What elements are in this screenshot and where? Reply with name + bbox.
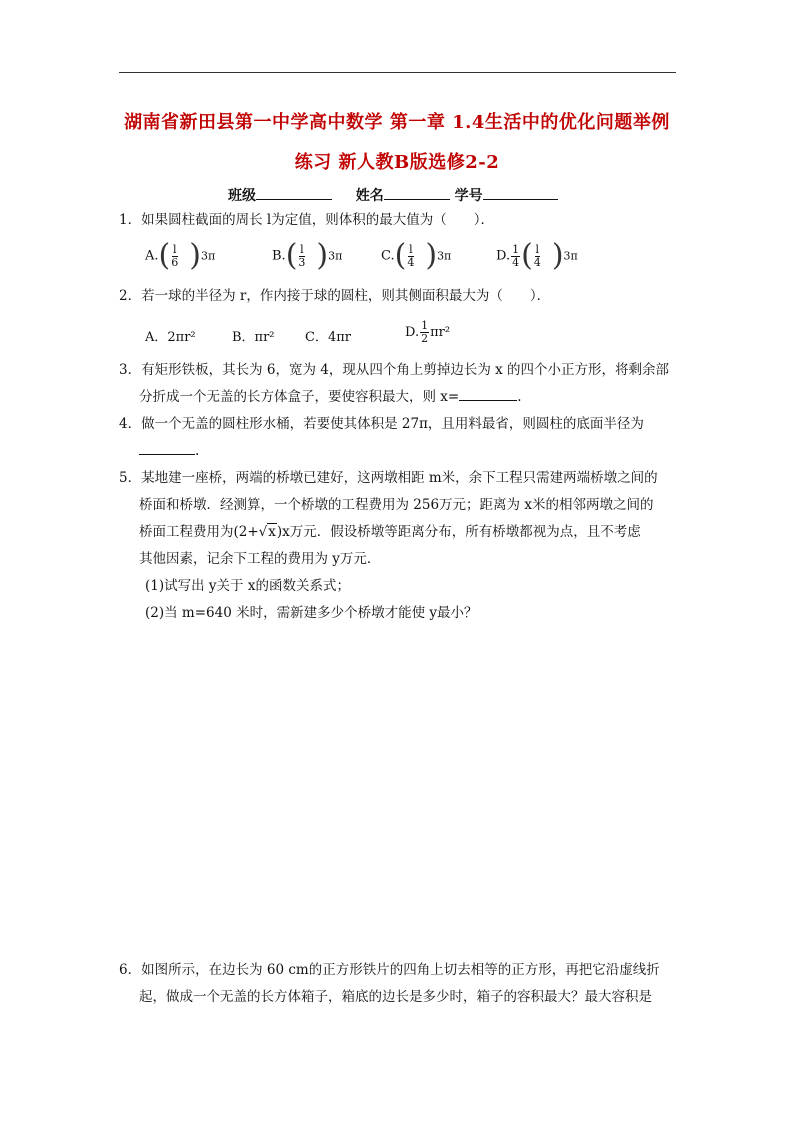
- question-6: [119, 957, 679, 1011]
- q2-option-c: C．4πr: [305, 330, 351, 345]
- question-3: [119, 357, 679, 411]
- q5-sub1: (1)试写出 y关于 x的函数关系式；: [145, 578, 350, 594]
- page-title-line2: 练习 新人教B版选修2-2: [294, 152, 500, 173]
- q1-option-a: A.( $\frac{l}{6}$ )3π: [145, 238, 216, 273]
- q1-text: 1．如果圆柱截面的周长 l为定值，则体积的最大值为（ ）．: [119, 212, 494, 228]
- q2-text: 2．若一球的半径为 r，作内接于球的圆柱，则其侧面积最大为（ ）．: [119, 288, 551, 304]
- id-label: 学号: [454, 188, 483, 204]
- q3-line1: 3．有矩形铁板，其长为 6，宽为 4，现从四个角上剪掉边长为 x 的四个小正方形，将剩余部: [119, 362, 670, 378]
- q5-line2: 桥面和桥墩．经测算，一个桥墩的工程费用为 256万元；距离为 x米的相邻两墩之间的: [139, 497, 654, 513]
- q4-line2: .: [119, 438, 679, 465]
- class-blank[interactable]: [256, 187, 332, 200]
- q6-line2: 起，做成一个无盖的长方体箱子，箱底的边长是多少时，箱子的容积最大？最大容积是: [139, 989, 652, 1005]
- q5-line1: 5．某地建一座桥，两端的桥墩已建好，这两墩相距 m米，余下工程只需建两端桥墩之间的: [119, 470, 658, 486]
- q6-line1: 6．如图所示，在边长为 60 cm的正方形铁片的四角上切去相等的正方形，再把它沿虚线折: [119, 962, 660, 978]
- q1-option-c: C.( $\frac{l}{4}$ )3π: [381, 238, 452, 273]
- q3-line2: 分折成一个无盖的长方体盒子，要使容积最大，则 x= .: [139, 389, 522, 405]
- question-5: [119, 465, 679, 627]
- student-info-row: [228, 185, 558, 205]
- q3-answer-blank[interactable]: [459, 388, 517, 401]
- id-blank[interactable]: [483, 187, 558, 200]
- q5-sub2: (2)当 m=640 米时，需新建多少个桥墩才能使 y最小？: [145, 605, 478, 621]
- question-1: [119, 207, 679, 234]
- question-2: [119, 283, 679, 310]
- q1-option-b: B.( $\frac{l}{3}$ )3π: [272, 238, 343, 273]
- q1-option-d: D. $\frac{1}{4}$ ( $\frac{l}{4}$ )3π: [496, 238, 578, 273]
- q2-option-b: B．πr²: [232, 330, 275, 345]
- name-blank[interactable]: [384, 187, 450, 200]
- class-label: 班级: [228, 188, 256, 204]
- q2-option-d: D. $\frac{1}{2}$ πr²: [405, 319, 451, 345]
- q2-option-a: A．2πr²: [145, 330, 196, 345]
- q5-line4: 其他因素，记余下工程的费用为 y万元．: [139, 551, 381, 567]
- question-4: [119, 411, 679, 465]
- name-label: 姓名: [355, 188, 384, 204]
- q4-line1: 4．做一个无盖的圆柱形水桶，若要使其体积是 27π，且用料最省，则圆柱的底面半径为: [119, 416, 644, 432]
- page-title-line1: 湖南省新田县第一中学高中数学 第一章 1.4生活中的优化问题举例: [124, 112, 670, 133]
- header-rule: [119, 72, 676, 73]
- q5-line3: 桥面工程费用为(2+√x)x万元．假设桥墩等距离分布，所有桥墩都视为点，且不考虑: [139, 524, 641, 540]
- q4-answer-blank[interactable]: [139, 442, 195, 455]
